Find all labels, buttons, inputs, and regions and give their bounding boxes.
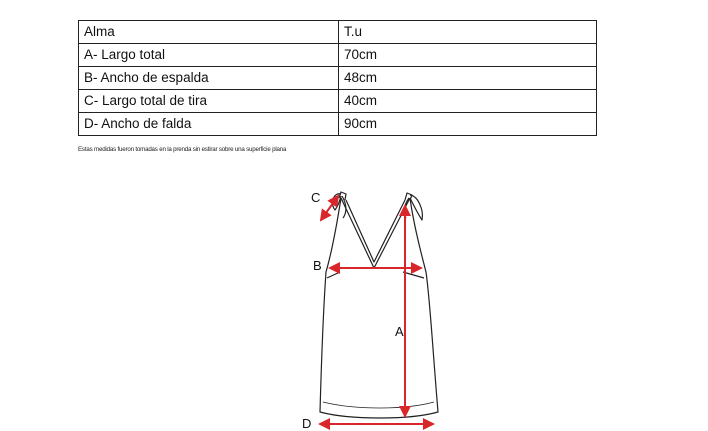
label-d: D [302,416,312,431]
header-cell-model: Alma [79,21,339,44]
dress-body [320,198,438,418]
measure-value: 90cm [339,113,597,136]
measure-value: 70cm [339,44,597,67]
label-c: C [311,190,321,205]
label-b: B [313,258,322,273]
dress-outline [320,192,438,418]
header-cell-size: T.u [339,21,597,44]
measure-c-line [321,196,338,220]
measure-name: B- Ancho de espalda [79,67,339,90]
measure-name: C- Largo total de tira [79,90,339,113]
measure-value: 40cm [339,90,597,113]
neckline-inner [346,200,405,262]
measurement-note: Estas medidas fueron tomadas en la prenda sin estirar sobre una superficie plana [78,146,287,153]
dart-left [327,272,340,278]
hem-stitch [323,402,434,408]
dart-right [403,272,424,278]
neckline-outer [341,198,410,268]
measure-value: 48cm [339,67,597,90]
label-a: A [395,324,404,339]
measure-name: A- Largo total [79,44,339,67]
measure-name: D- Ancho de falda [79,113,339,136]
